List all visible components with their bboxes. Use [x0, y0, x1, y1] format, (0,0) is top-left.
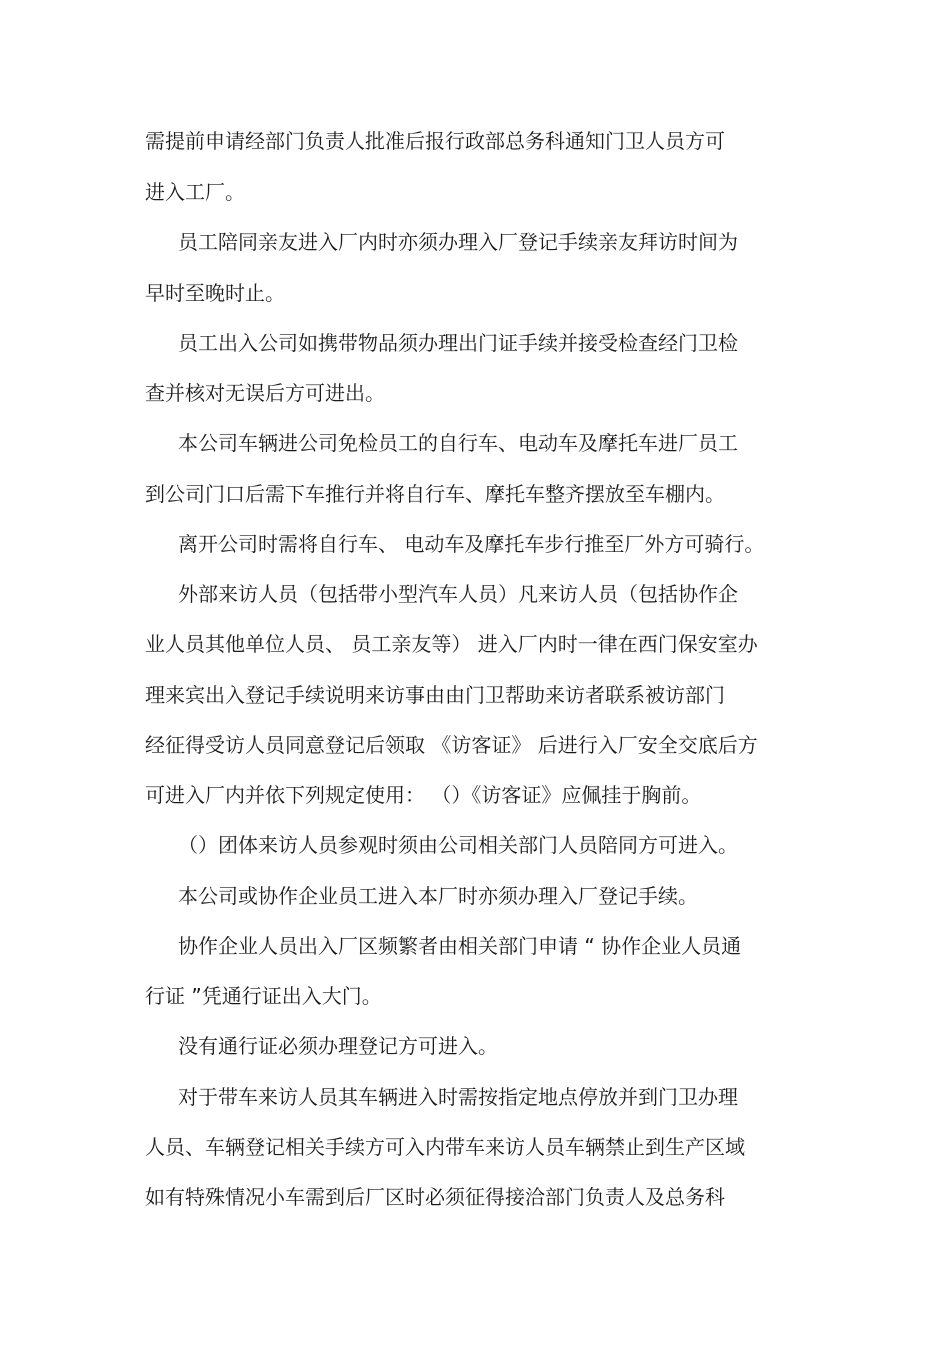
text-line: 行证 ”凭通行证出入大门。 — [145, 984, 382, 1008]
text-line: （）团体来访人员参观时须由公司相关部门人员陪同方可进入。 — [178, 833, 738, 857]
text-line: 到公司门口后需下车推行并将自行车、摩托车整齐摆放至车棚内。 — [145, 482, 725, 506]
text-line: 本公司或协作企业员工进入本厂时亦须办理入厂登记手续。 — [178, 884, 698, 908]
text-line: 员工出入公司如携带物品须办理出门证手续并接受检查经门卫检 — [178, 331, 738, 355]
text-line: 进入工厂。 — [145, 180, 245, 204]
text-line: 离开公司时需将自行车、 电动车及摩托车步行推至厂外方可骑行。 — [178, 532, 765, 556]
text-line: 早时至晚时止。 — [145, 281, 285, 305]
text-line: 本公司车辆进公司免检员工的自行车、电动车及摩托车进厂员工 — [178, 431, 738, 455]
text-line: 业人员其他单位人员、 员工亲友等） 进入厂内时一律在西门保安室办 — [145, 632, 758, 656]
text-line: 可进入厂内并依下列规定使用： （）《访客证》应佩挂于胸前。 — [145, 783, 702, 807]
text-line: 需提前申请经部门负责人批准后报行政部总务科通知门卫人员方可 — [145, 129, 725, 153]
text-line: 外部来访人员（包括带小型汽车人员）凡来访人员（包括协作企 — [178, 582, 738, 606]
text-line: 协作企业人员出入厂区频繁者由相关部门申请 “ 协作企业人员通 — [178, 934, 742, 958]
text-line: 员工陪同亲友进入厂内时亦须办理入厂登记手续亲友拜访时间为 — [178, 230, 738, 254]
text-line: 没有通行证必须办理登记方可进入。 — [178, 1034, 498, 1058]
text-line: 查并核对无误后方可进出。 — [145, 381, 385, 405]
text-line: 理来宾出入登记手续说明来访事由由门卫帮助来访者联系被访部门 — [145, 683, 725, 707]
text-line: 人员、车辆登记相关手续方可入内带车来访人员车辆禁止到生产区域 — [145, 1135, 745, 1159]
text-line: 对于带车来访人员其车辆进入时需按指定地点停放并到门卫办理 — [178, 1085, 738, 1109]
text-line: 经征得受访人员同意登记后领取 《访客证》 后进行入厂安全交底后方 — [145, 733, 758, 757]
text-line: 如有特殊情况小车需到后厂区时必须征得接洽部门负责人及总务科 — [145, 1185, 725, 1209]
